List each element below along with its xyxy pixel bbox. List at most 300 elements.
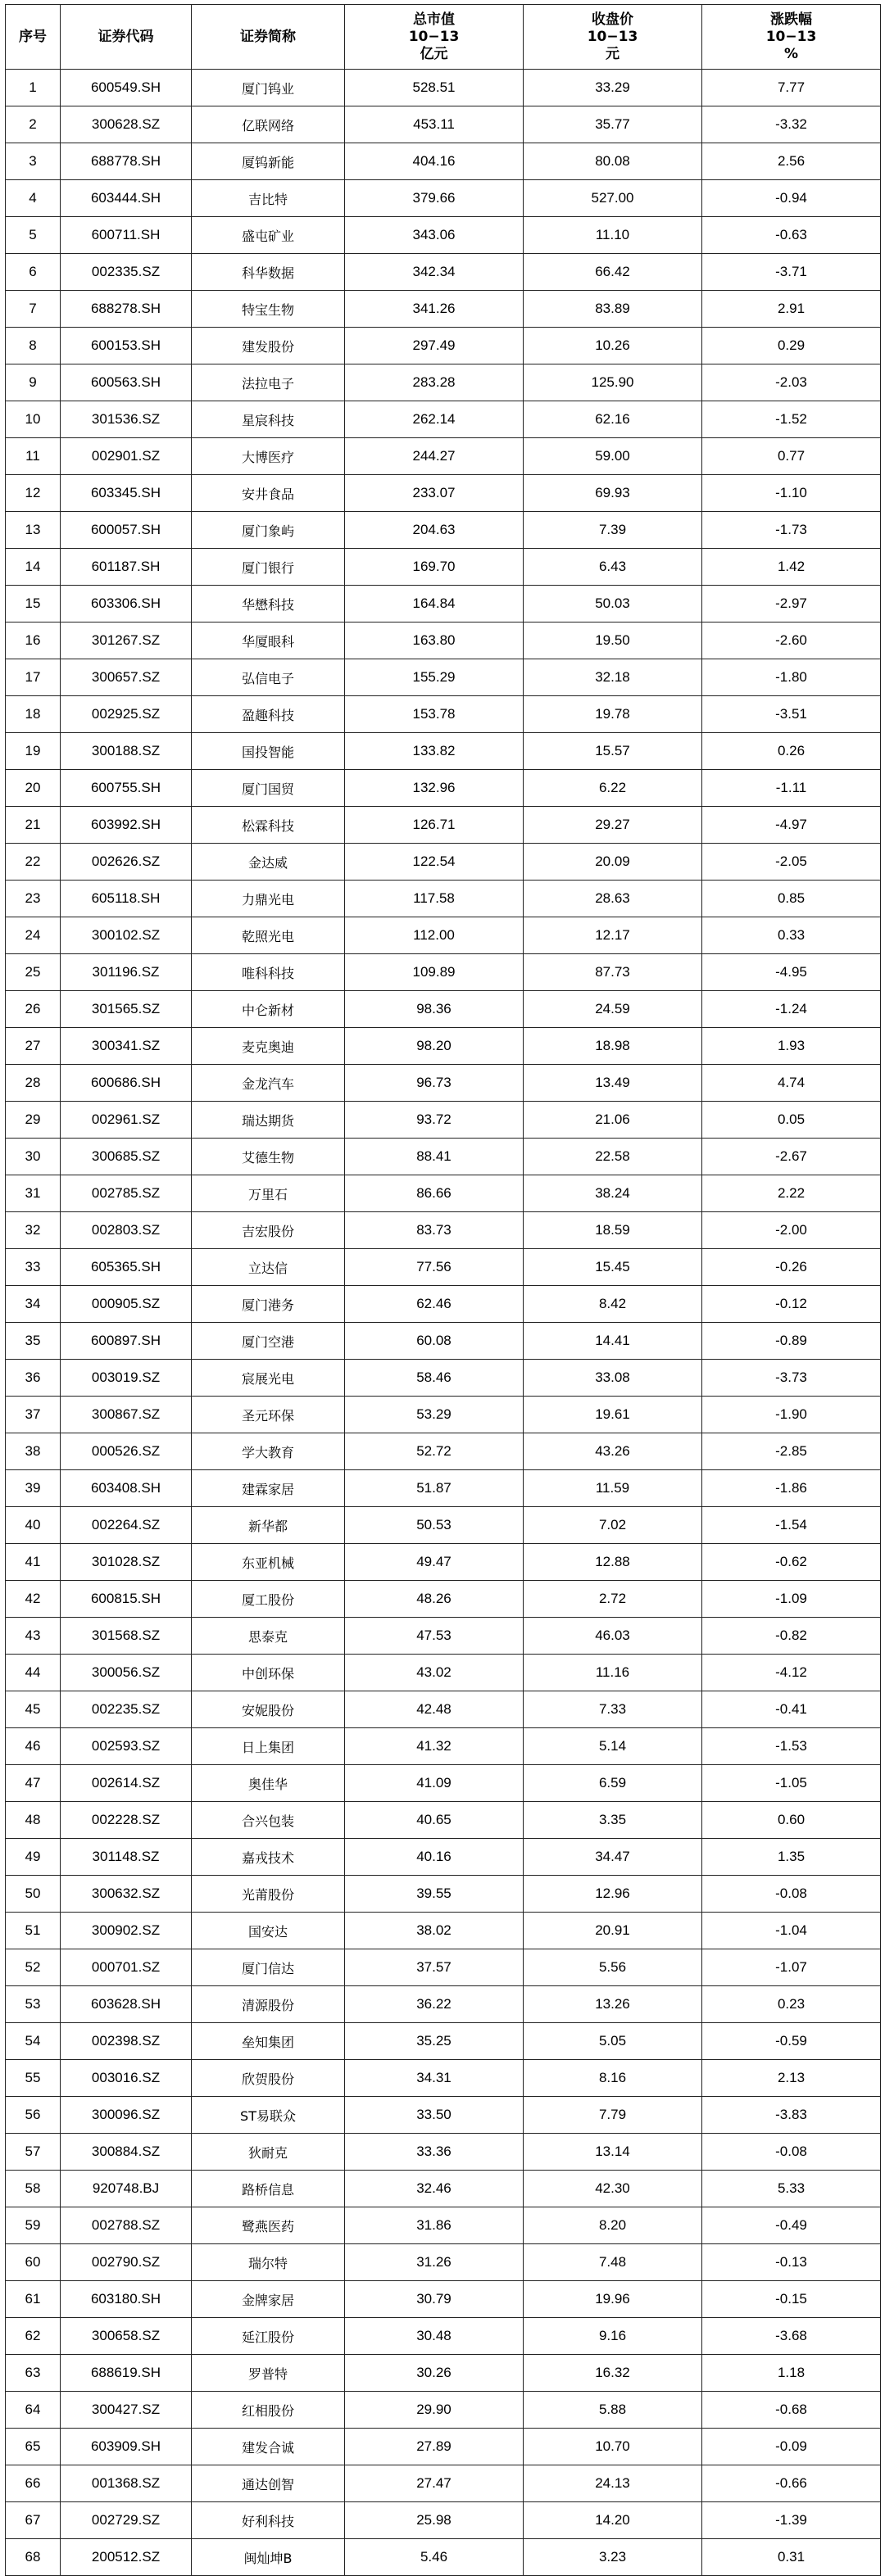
table-row — [6, 2502, 881, 2539]
table-row — [6, 1802, 881, 1839]
table-row — [6, 1065, 881, 1102]
cell-code: 688619.SH — [61, 2355, 192, 2392]
table-row — [6, 143, 881, 180]
cell-close-price: 34.47 — [524, 1839, 702, 1876]
cell-name: 法拉电子 — [192, 364, 345, 401]
cell-close-price: 8.42 — [524, 1286, 702, 1323]
cell-code: 600686.SH — [61, 1065, 192, 1102]
cell-market-cap: 153.78 — [345, 696, 524, 733]
cell-market-cap: 29.90 — [345, 2392, 524, 2429]
cell-name: 中创环保 — [192, 1655, 345, 1691]
header-market-cap-unit: 亿元 — [420, 45, 448, 62]
cell-name: 华懋科技 — [192, 586, 345, 622]
cell-index: 38 — [6, 1433, 61, 1470]
cell-market-cap: 43.02 — [345, 1655, 524, 1691]
table-row — [6, 2539, 881, 2576]
cell-close-price: 6.59 — [524, 1765, 702, 1802]
table-row — [6, 2244, 881, 2281]
header-change — [702, 5, 881, 70]
cell-index: 61 — [6, 2281, 61, 2318]
cell-code: 200512.SZ — [61, 2539, 192, 2576]
cell-market-cap: 30.79 — [345, 2281, 524, 2318]
cell-name: 通达创智 — [192, 2465, 345, 2502]
cell-change: -1.54 — [702, 1507, 881, 1544]
table-row — [6, 586, 881, 622]
cell-change: 2.22 — [702, 1175, 881, 1212]
cell-code: 003016.SZ — [61, 2060, 192, 2097]
table-row — [6, 1397, 881, 1433]
cell-change: -0.15 — [702, 2281, 881, 2318]
cell-change: 0.77 — [702, 438, 881, 475]
cell-change: -4.97 — [702, 807, 881, 844]
cell-market-cap: 37.57 — [345, 1949, 524, 1986]
table-row — [6, 1507, 881, 1544]
cell-code: 301267.SZ — [61, 622, 192, 659]
table-row — [6, 2465, 881, 2502]
cell-code: 300867.SZ — [61, 1397, 192, 1433]
cell-index: 21 — [6, 807, 61, 844]
header-index: 序号 — [6, 5, 61, 70]
cell-market-cap: 96.73 — [345, 1065, 524, 1102]
cell-name: 思泰克 — [192, 1618, 345, 1655]
cell-close-price: 9.16 — [524, 2318, 702, 2355]
cell-code: 603444.SH — [61, 180, 192, 217]
cell-name: 厦门钨业 — [192, 70, 345, 106]
cell-name: 唯科科技 — [192, 954, 345, 991]
table-header — [6, 5, 881, 70]
cell-index: 52 — [6, 1949, 61, 1986]
cell-code: 002961.SZ — [61, 1102, 192, 1139]
cell-index: 11 — [6, 438, 61, 475]
table-row — [6, 1691, 881, 1728]
cell-change: 0.31 — [702, 2539, 881, 2576]
cell-index: 25 — [6, 954, 61, 991]
cell-code: 300884.SZ — [61, 2134, 192, 2171]
cell-index: 6 — [6, 254, 61, 291]
cell-code: 688778.SH — [61, 143, 192, 180]
cell-market-cap: 27.47 — [345, 2465, 524, 2502]
header-code: 证券代码 — [61, 5, 192, 70]
cell-index: 7 — [6, 291, 61, 328]
cell-close-price: 33.08 — [524, 1360, 702, 1397]
cell-change: -3.51 — [702, 696, 881, 733]
cell-name: 科华数据 — [192, 254, 345, 291]
cell-index: 8 — [6, 328, 61, 364]
table-row — [6, 1544, 881, 1581]
cell-name: 力鼎光电 — [192, 881, 345, 917]
cell-name: 国安达 — [192, 1913, 345, 1949]
cell-market-cap: 133.82 — [345, 733, 524, 770]
table-row — [6, 2281, 881, 2318]
cell-change: -1.04 — [702, 1913, 881, 1949]
cell-name: 清源股份 — [192, 1986, 345, 2023]
cell-index: 40 — [6, 1507, 61, 1544]
table-row — [6, 1360, 881, 1397]
cell-market-cap: 31.26 — [345, 2244, 524, 2281]
cell-market-cap: 33.50 — [345, 2097, 524, 2134]
cell-market-cap: 42.48 — [345, 1691, 524, 1728]
cell-name: 亿联网络 — [192, 106, 345, 143]
cell-change: -1.86 — [702, 1470, 881, 1507]
cell-name: 欣贺股份 — [192, 2060, 345, 2097]
cell-market-cap: 31.86 — [345, 2207, 524, 2244]
cell-code: 002335.SZ — [61, 254, 192, 291]
cell-change: -0.09 — [702, 2429, 881, 2465]
cell-close-price: 22.58 — [524, 1139, 702, 1175]
cell-market-cap: 132.96 — [345, 770, 524, 807]
cell-name: 罗普特 — [192, 2355, 345, 2392]
cell-market-cap: 32.46 — [345, 2171, 524, 2207]
cell-index: 32 — [6, 1212, 61, 1249]
cell-change: 0.85 — [702, 881, 881, 917]
cell-close-price: 13.14 — [524, 2134, 702, 2171]
cell-close-price: 29.27 — [524, 807, 702, 844]
table-row — [6, 1765, 881, 1802]
cell-name: 新华都 — [192, 1507, 345, 1544]
table-row — [6, 1175, 881, 1212]
cell-market-cap: 36.22 — [345, 1986, 524, 2023]
cell-change: -0.41 — [702, 1691, 881, 1728]
cell-close-price: 11.10 — [524, 217, 702, 254]
cell-code: 600755.SH — [61, 770, 192, 807]
cell-close-price: 24.13 — [524, 2465, 702, 2502]
cell-code: 002235.SZ — [61, 1691, 192, 1728]
table-row — [6, 1139, 881, 1175]
cell-name: 弘信电子 — [192, 659, 345, 696]
cell-market-cap: 77.56 — [345, 1249, 524, 1286]
header-market-cap — [345, 5, 524, 70]
cell-name: 安井食品 — [192, 475, 345, 512]
cell-index: 22 — [6, 844, 61, 881]
cell-change: 7.77 — [702, 70, 881, 106]
cell-close-price: 24.59 — [524, 991, 702, 1028]
table-row — [6, 2207, 881, 2244]
cell-market-cap: 98.20 — [345, 1028, 524, 1065]
cell-change: 0.33 — [702, 917, 881, 954]
cell-code: 605365.SH — [61, 1249, 192, 1286]
cell-code: 603992.SH — [61, 807, 192, 844]
cell-market-cap: 34.31 — [345, 2060, 524, 2097]
cell-change: -1.80 — [702, 659, 881, 696]
cell-change: -0.63 — [702, 217, 881, 254]
cell-close-price: 10.26 — [524, 328, 702, 364]
cell-change: -0.26 — [702, 1249, 881, 1286]
cell-index: 55 — [6, 2060, 61, 2097]
cell-close-price: 69.93 — [524, 475, 702, 512]
cell-close-price: 38.24 — [524, 1175, 702, 1212]
cell-index: 42 — [6, 1581, 61, 1618]
cell-code: 002593.SZ — [61, 1728, 192, 1765]
cell-market-cap: 58.46 — [345, 1360, 524, 1397]
cell-close-price: 7.79 — [524, 2097, 702, 2134]
cell-index: 13 — [6, 512, 61, 549]
cell-index: 5 — [6, 217, 61, 254]
cell-index: 16 — [6, 622, 61, 659]
cell-code: 301148.SZ — [61, 1839, 192, 1876]
cell-code: 601187.SH — [61, 549, 192, 586]
cell-close-price: 7.33 — [524, 1691, 702, 1728]
cell-market-cap: 342.34 — [345, 254, 524, 291]
cell-name: 国投智能 — [192, 733, 345, 770]
cell-change: -4.12 — [702, 1655, 881, 1691]
table-row — [6, 512, 881, 549]
cell-market-cap: 262.14 — [345, 401, 524, 438]
cell-close-price: 28.63 — [524, 881, 702, 917]
table-row — [6, 2060, 881, 2097]
cell-market-cap: 41.32 — [345, 1728, 524, 1765]
cell-index: 48 — [6, 1802, 61, 1839]
cell-name: 大博医疗 — [192, 438, 345, 475]
cell-name: 厦门港务 — [192, 1286, 345, 1323]
cell-close-price: 3.35 — [524, 1802, 702, 1839]
cell-change: -2.00 — [702, 1212, 881, 1249]
cell-market-cap: 47.53 — [345, 1618, 524, 1655]
cell-change: 2.91 — [702, 291, 881, 328]
cell-close-price: 20.91 — [524, 1913, 702, 1949]
cell-index: 56 — [6, 2097, 61, 2134]
cell-market-cap: 38.02 — [345, 1913, 524, 1949]
cell-index: 63 — [6, 2355, 61, 2392]
cell-change: 1.42 — [702, 549, 881, 586]
cell-name: 红相股份 — [192, 2392, 345, 2429]
cell-index: 3 — [6, 143, 61, 180]
cell-change: -1.53 — [702, 1728, 881, 1765]
table-row — [6, 364, 881, 401]
cell-close-price: 125.90 — [524, 364, 702, 401]
cell-change: 2.13 — [702, 2060, 881, 2097]
cell-market-cap: 297.49 — [345, 328, 524, 364]
cell-market-cap: 204.63 — [345, 512, 524, 549]
table-row — [6, 1212, 881, 1249]
cell-code: 300096.SZ — [61, 2097, 192, 2134]
cell-close-price: 13.26 — [524, 1986, 702, 2023]
table-row — [6, 696, 881, 733]
cell-change: -1.39 — [702, 2502, 881, 2539]
cell-index: 12 — [6, 475, 61, 512]
cell-close-price: 66.42 — [524, 254, 702, 291]
cell-change: -0.62 — [702, 1544, 881, 1581]
cell-close-price: 12.96 — [524, 1876, 702, 1913]
cell-index: 45 — [6, 1691, 61, 1728]
cell-close-price: 15.57 — [524, 733, 702, 770]
header-row — [6, 5, 881, 70]
cell-change: -2.05 — [702, 844, 881, 881]
cell-index: 68 — [6, 2539, 61, 2576]
cell-name: 万里石 — [192, 1175, 345, 1212]
cell-index: 54 — [6, 2023, 61, 2060]
table-row — [6, 1581, 881, 1618]
header-close-price-unit: 元 — [606, 45, 620, 62]
table-row — [6, 106, 881, 143]
cell-change: -1.07 — [702, 1949, 881, 1986]
table-row — [6, 917, 881, 954]
cell-index: 34 — [6, 1286, 61, 1323]
stock-table-sheet — [5, 4, 880, 2576]
cell-index: 30 — [6, 1139, 61, 1175]
cell-name: 厦门信达 — [192, 1949, 345, 1986]
cell-market-cap: 122.54 — [345, 844, 524, 881]
cell-market-cap: 93.72 — [345, 1102, 524, 1139]
cell-code: 688278.SH — [61, 291, 192, 328]
cell-close-price: 5.56 — [524, 1949, 702, 1986]
table-row — [6, 1655, 881, 1691]
table-row — [6, 991, 881, 1028]
cell-change: -0.82 — [702, 1618, 881, 1655]
cell-index: 51 — [6, 1913, 61, 1949]
cell-close-price: 59.00 — [524, 438, 702, 475]
cell-index: 67 — [6, 2502, 61, 2539]
cell-change: -2.85 — [702, 1433, 881, 1470]
cell-code: 001368.SZ — [61, 2465, 192, 2502]
cell-name: 星宸科技 — [192, 401, 345, 438]
header-change-unit: % — [783, 45, 799, 62]
cell-name: 立达信 — [192, 1249, 345, 1286]
cell-index: 9 — [6, 364, 61, 401]
cell-name: 日上集团 — [192, 1728, 345, 1765]
cell-name: 圣元环保 — [192, 1397, 345, 1433]
cell-index: 20 — [6, 770, 61, 807]
cell-code: 603306.SH — [61, 586, 192, 622]
cell-code: 603408.SH — [61, 1470, 192, 1507]
cell-change: -1.10 — [702, 475, 881, 512]
cell-change: -2.60 — [702, 622, 881, 659]
cell-name: 金达威 — [192, 844, 345, 881]
cell-market-cap: 164.84 — [345, 586, 524, 622]
cell-name: 好利科技 — [192, 2502, 345, 2539]
cell-market-cap: 233.07 — [345, 475, 524, 512]
table-row — [6, 1728, 881, 1765]
table-row — [6, 844, 881, 881]
cell-change: -1.11 — [702, 770, 881, 807]
cell-code: 603909.SH — [61, 2429, 192, 2465]
cell-index: 64 — [6, 2392, 61, 2429]
cell-close-price: 21.06 — [524, 1102, 702, 1139]
cell-name: 宸展光电 — [192, 1360, 345, 1397]
cell-index: 43 — [6, 1618, 61, 1655]
cell-index: 10 — [6, 401, 61, 438]
cell-name: 嘉戎技术 — [192, 1839, 345, 1876]
cell-change: -0.94 — [702, 180, 881, 217]
cell-code: 002803.SZ — [61, 1212, 192, 1249]
cell-name: 盈趣科技 — [192, 696, 345, 733]
table-row — [6, 2023, 881, 2060]
cell-index: 49 — [6, 1839, 61, 1876]
cell-close-price: 3.23 — [524, 2539, 702, 2576]
cell-index: 62 — [6, 2318, 61, 2355]
table-row — [6, 291, 881, 328]
cell-change: -1.05 — [702, 1765, 881, 1802]
cell-market-cap: 48.26 — [345, 1581, 524, 1618]
cell-market-cap: 88.41 — [345, 1139, 524, 1175]
header-market-cap-title: 总市值 — [413, 11, 455, 28]
table-row — [6, 659, 881, 696]
cell-name: 厦钨新能 — [192, 143, 345, 180]
cell-code: 603180.SH — [61, 2281, 192, 2318]
cell-code: 301568.SZ — [61, 1618, 192, 1655]
table-row — [6, 438, 881, 475]
cell-market-cap: 30.48 — [345, 2318, 524, 2355]
cell-market-cap: 341.26 — [345, 291, 524, 328]
cell-name: 奥佳华 — [192, 1765, 345, 1802]
cell-close-price: 80.08 — [524, 143, 702, 180]
table-row — [6, 2097, 881, 2134]
cell-name: 东亚机械 — [192, 1544, 345, 1581]
table-row — [6, 180, 881, 217]
cell-close-price: 13.49 — [524, 1065, 702, 1102]
cell-close-price: 5.88 — [524, 2392, 702, 2429]
cell-market-cap: 109.89 — [345, 954, 524, 991]
cell-name: 厦门银行 — [192, 549, 345, 586]
cell-index: 15 — [6, 586, 61, 622]
cell-index: 37 — [6, 1397, 61, 1433]
cell-market-cap: 528.51 — [345, 70, 524, 106]
cell-name: 建发股份 — [192, 328, 345, 364]
cell-name: 华厦眼科 — [192, 622, 345, 659]
cell-code: 600563.SH — [61, 364, 192, 401]
cell-change: -2.03 — [702, 364, 881, 401]
cell-index: 60 — [6, 2244, 61, 2281]
cell-index: 59 — [6, 2207, 61, 2244]
cell-market-cap: 244.27 — [345, 438, 524, 475]
cell-index: 26 — [6, 991, 61, 1028]
cell-close-price: 19.96 — [524, 2281, 702, 2318]
cell-market-cap: 112.00 — [345, 917, 524, 954]
cell-market-cap: 343.06 — [345, 217, 524, 254]
cell-market-cap: 30.26 — [345, 2355, 524, 2392]
cell-name: 吉比特 — [192, 180, 345, 217]
cell-name: 特宝生物 — [192, 291, 345, 328]
cell-close-price: 46.03 — [524, 1618, 702, 1655]
table-row — [6, 217, 881, 254]
cell-code: 002398.SZ — [61, 2023, 192, 2060]
table-row — [6, 2134, 881, 2171]
table-row — [6, 881, 881, 917]
cell-code: 000526.SZ — [61, 1433, 192, 1470]
table-row — [6, 2355, 881, 2392]
table-row — [6, 1028, 881, 1065]
cell-index: 1 — [6, 70, 61, 106]
cell-close-price: 20.09 — [524, 844, 702, 881]
cell-index: 2 — [6, 106, 61, 143]
cell-close-price: 8.20 — [524, 2207, 702, 2244]
cell-index: 23 — [6, 881, 61, 917]
cell-market-cap: 40.65 — [345, 1802, 524, 1839]
cell-name: 厦门国贸 — [192, 770, 345, 807]
cell-change: -0.59 — [702, 2023, 881, 2060]
cell-code: 301196.SZ — [61, 954, 192, 991]
cell-market-cap: 404.16 — [345, 143, 524, 180]
cell-name: 金龙汽车 — [192, 1065, 345, 1102]
cell-name: 盛屯矿业 — [192, 217, 345, 254]
table-row — [6, 807, 881, 844]
cell-name: 厦门空港 — [192, 1323, 345, 1360]
header-change-date: 10−13 — [765, 28, 817, 45]
cell-change: -2.97 — [702, 586, 881, 622]
cell-code: 300657.SZ — [61, 659, 192, 696]
cell-name: 麦克奥迪 — [192, 1028, 345, 1065]
cell-index: 28 — [6, 1065, 61, 1102]
cell-code: 002788.SZ — [61, 2207, 192, 2244]
cell-name: 光莆股份 — [192, 1876, 345, 1913]
cell-close-price: 43.26 — [524, 1433, 702, 1470]
cell-code: 002925.SZ — [61, 696, 192, 733]
cell-index: 18 — [6, 696, 61, 733]
cell-index: 29 — [6, 1102, 61, 1139]
cell-market-cap: 283.28 — [345, 364, 524, 401]
cell-code: 300685.SZ — [61, 1139, 192, 1175]
cell-name: 松霖科技 — [192, 807, 345, 844]
cell-name: 厦工股份 — [192, 1581, 345, 1618]
